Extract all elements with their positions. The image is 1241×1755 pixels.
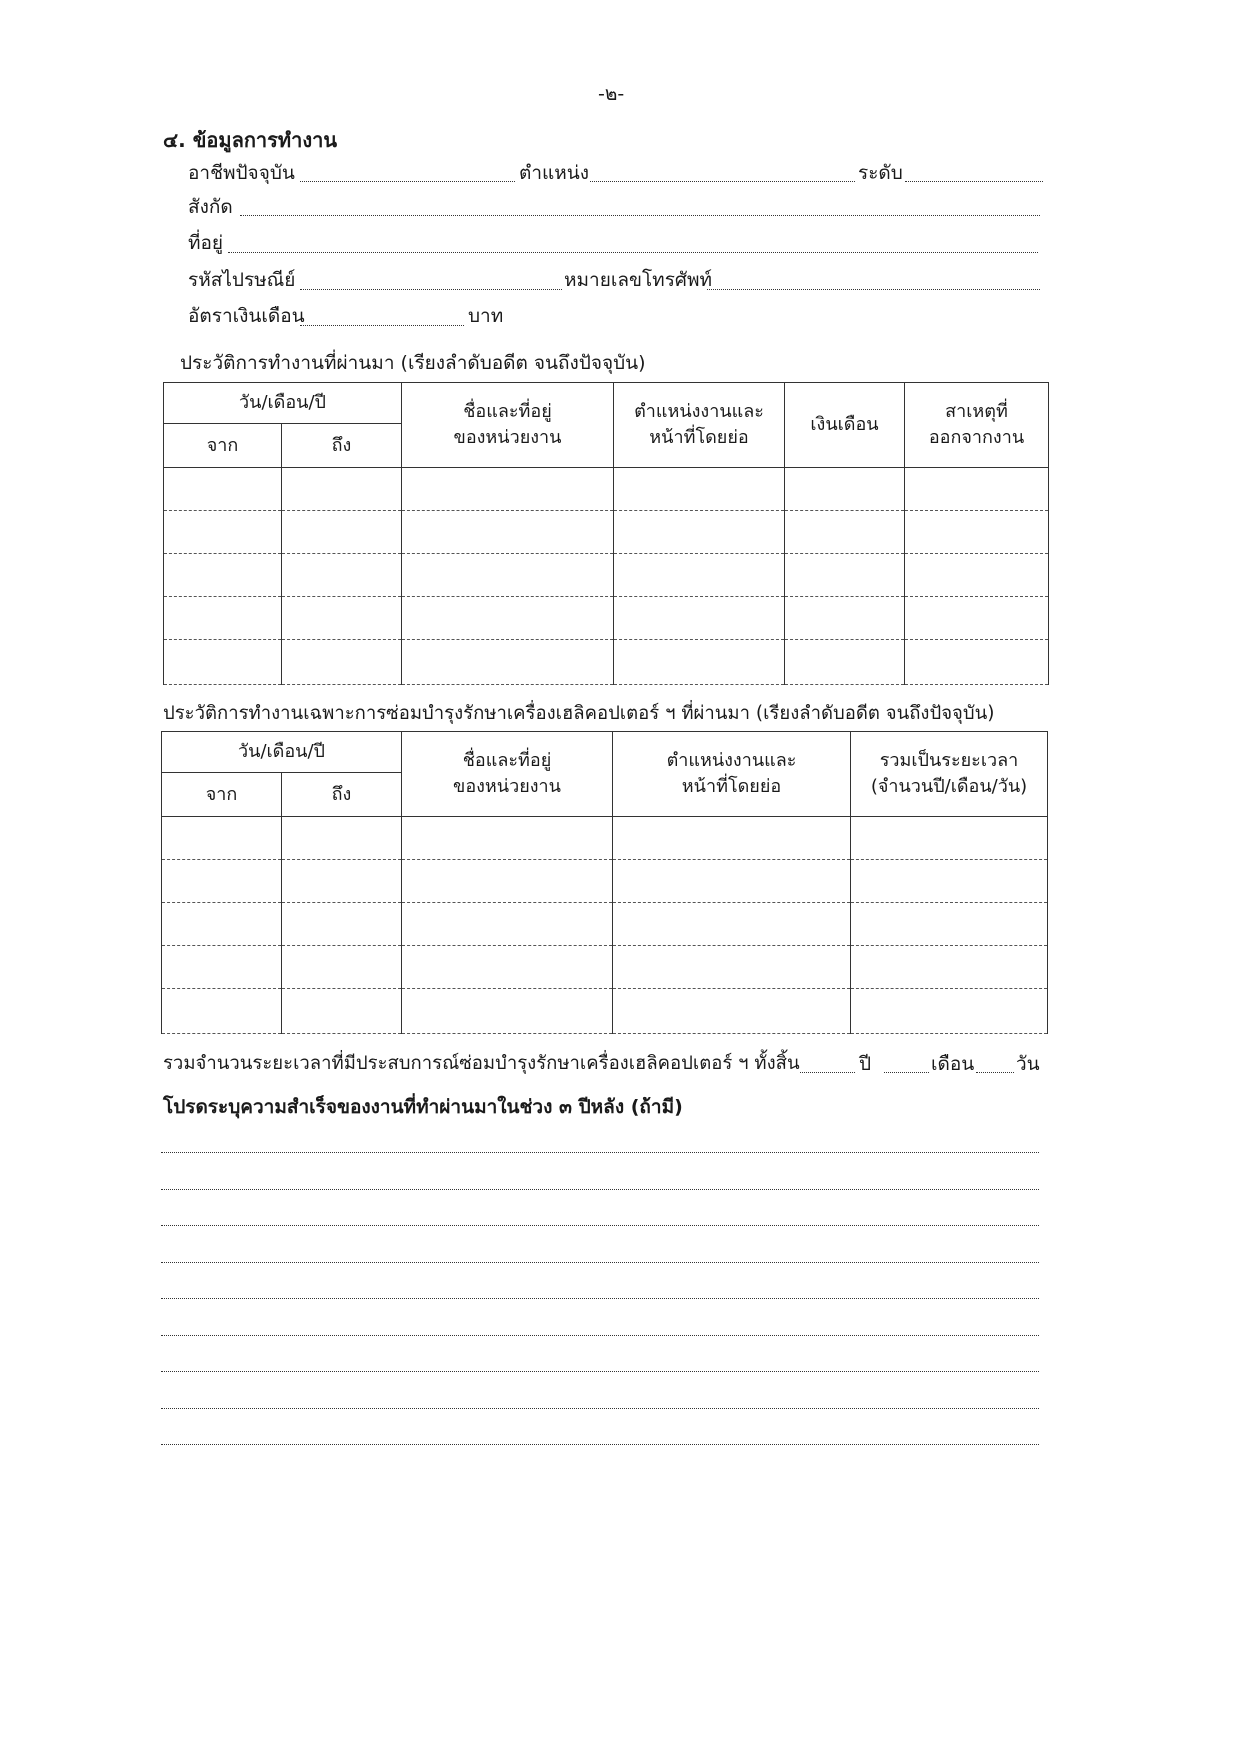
reason-header-line1: สาเหตุที่ [945, 401, 1008, 422]
achievement-line[interactable] [161, 1335, 1039, 1336]
table-row [162, 817, 1048, 860]
reason-header-line2: ออกจากงาน [928, 427, 1025, 448]
helicopter-history-table [161, 731, 1048, 1034]
achievement-line[interactable] [161, 1408, 1039, 1409]
position-header-line2: หน้าที่โดยย่อ [649, 427, 749, 448]
duration-header-line1: รวมเป็นระยะเวลา [879, 750, 1019, 771]
org-header-line2: ของหน่วยงาน [453, 427, 562, 448]
to-header: ถึง [282, 424, 402, 468]
org-header-2 [402, 732, 613, 817]
work-history-table [163, 382, 1049, 685]
position-header [614, 383, 785, 468]
postal-code-field[interactable] [300, 289, 562, 290]
salary-unit: บาท [468, 305, 504, 327]
total-months-label: เดือน [931, 1053, 975, 1075]
position-header-2-line2: หน้าที่โดยย่อ [681, 776, 782, 797]
org-header-2-line1: ชื่อและที่อยู่ [462, 750, 552, 771]
postal-code-label: รหัสไปรษณีย์ [188, 269, 296, 291]
to-header-2: ถึง [282, 773, 402, 817]
salary-field[interactable] [300, 325, 464, 326]
table-row [162, 860, 1048, 903]
achievement-line[interactable] [161, 1225, 1039, 1226]
work-history-title: ประวัติการทำงานที่ผ่านมา (เรียงลำดับอดีต จนถึงปัจจุบัน) [180, 352, 646, 374]
table-row [162, 946, 1048, 989]
achievement-line[interactable] [161, 1371, 1039, 1372]
page-number: -๒- [598, 83, 625, 105]
reason-header [905, 383, 1049, 468]
occupation-label: อาชีพปัจจุบัน [188, 162, 295, 184]
org-header-line1: ชื่อและที่อยู่ [463, 401, 552, 422]
total-days-label: วัน [1016, 1053, 1040, 1075]
phone-field[interactable] [707, 289, 1040, 290]
total-years-label: ปี [859, 1053, 872, 1075]
affiliation-field[interactable] [240, 215, 1040, 216]
salary-label: อัตราเงินเดือน [188, 305, 305, 327]
section-heading: ๔. ข้อมูลการทำงาน [163, 128, 337, 152]
duration-header [851, 732, 1048, 817]
total-months-field[interactable] [884, 1072, 929, 1073]
position-header-line1: ตำแหน่งงานและ [634, 401, 764, 422]
duration-header-line2: (จำนวนปี/เดือน/วัน) [870, 776, 1028, 797]
address-field[interactable] [228, 252, 1038, 253]
salary-header: เงินเดือน [785, 383, 905, 468]
table-row [162, 989, 1048, 1034]
occupation-field[interactable] [300, 181, 515, 182]
phone-label: หมายเลขโทรศัพท์ [564, 269, 713, 291]
achievement-heading: โปรดระบุความสำเร็จของงานที่ทำผ่านมาในช่วง ๓ ปีหลัง (ถ้ามี) [163, 1096, 683, 1118]
achievement-line[interactable] [161, 1152, 1039, 1153]
date-header-2: วัน/เดือน/ปี [162, 732, 402, 773]
level-label: ระดับ [858, 162, 903, 184]
total-days-field[interactable] [976, 1072, 1014, 1073]
affiliation-label: สังกัด [188, 196, 233, 218]
address-label: ที่อยู่ [188, 232, 224, 254]
table-row [164, 468, 1049, 511]
position-header-2 [613, 732, 851, 817]
achievement-line[interactable] [161, 1298, 1039, 1299]
from-header: จาก [164, 424, 282, 468]
date-header: วัน/เดือน/ปี [164, 383, 402, 424]
table-row [164, 511, 1049, 554]
table-row [164, 640, 1049, 685]
achievement-line[interactable] [161, 1444, 1039, 1445]
position-label: ตำแหน่ง [519, 162, 590, 184]
table-row [164, 597, 1049, 640]
helicopter-history-title: ประวัติการทำงานเฉพาะการซ่อมบำรุงรักษาเครื่องเฮลิคอปเตอร์ ฯ ที่ผ่านมา (เรียงลำดับอดีต จนถึงปัจจุบัน) [163, 703, 995, 724]
position-header-2-line1: ตำแหน่งงานและ [666, 750, 797, 771]
level-field[interactable] [905, 181, 1043, 182]
position-field[interactable] [590, 181, 855, 182]
org-header [402, 383, 614, 468]
table-row [164, 554, 1049, 597]
total-experience-text: รวมจำนวนระยะเวลาที่มีประสบการณ์ซ่อมบำรุงรักษาเครื่องเฮลิคอปเตอร์ ฯ ทั้งสิ้น [163, 1053, 800, 1074]
achievement-line[interactable] [161, 1189, 1039, 1190]
org-header-2-line2: ของหน่วยงาน [453, 776, 561, 797]
table-row [162, 903, 1048, 946]
total-years-field[interactable] [800, 1072, 855, 1073]
achievement-line[interactable] [161, 1262, 1039, 1263]
from-header-2: จาก [162, 773, 282, 817]
